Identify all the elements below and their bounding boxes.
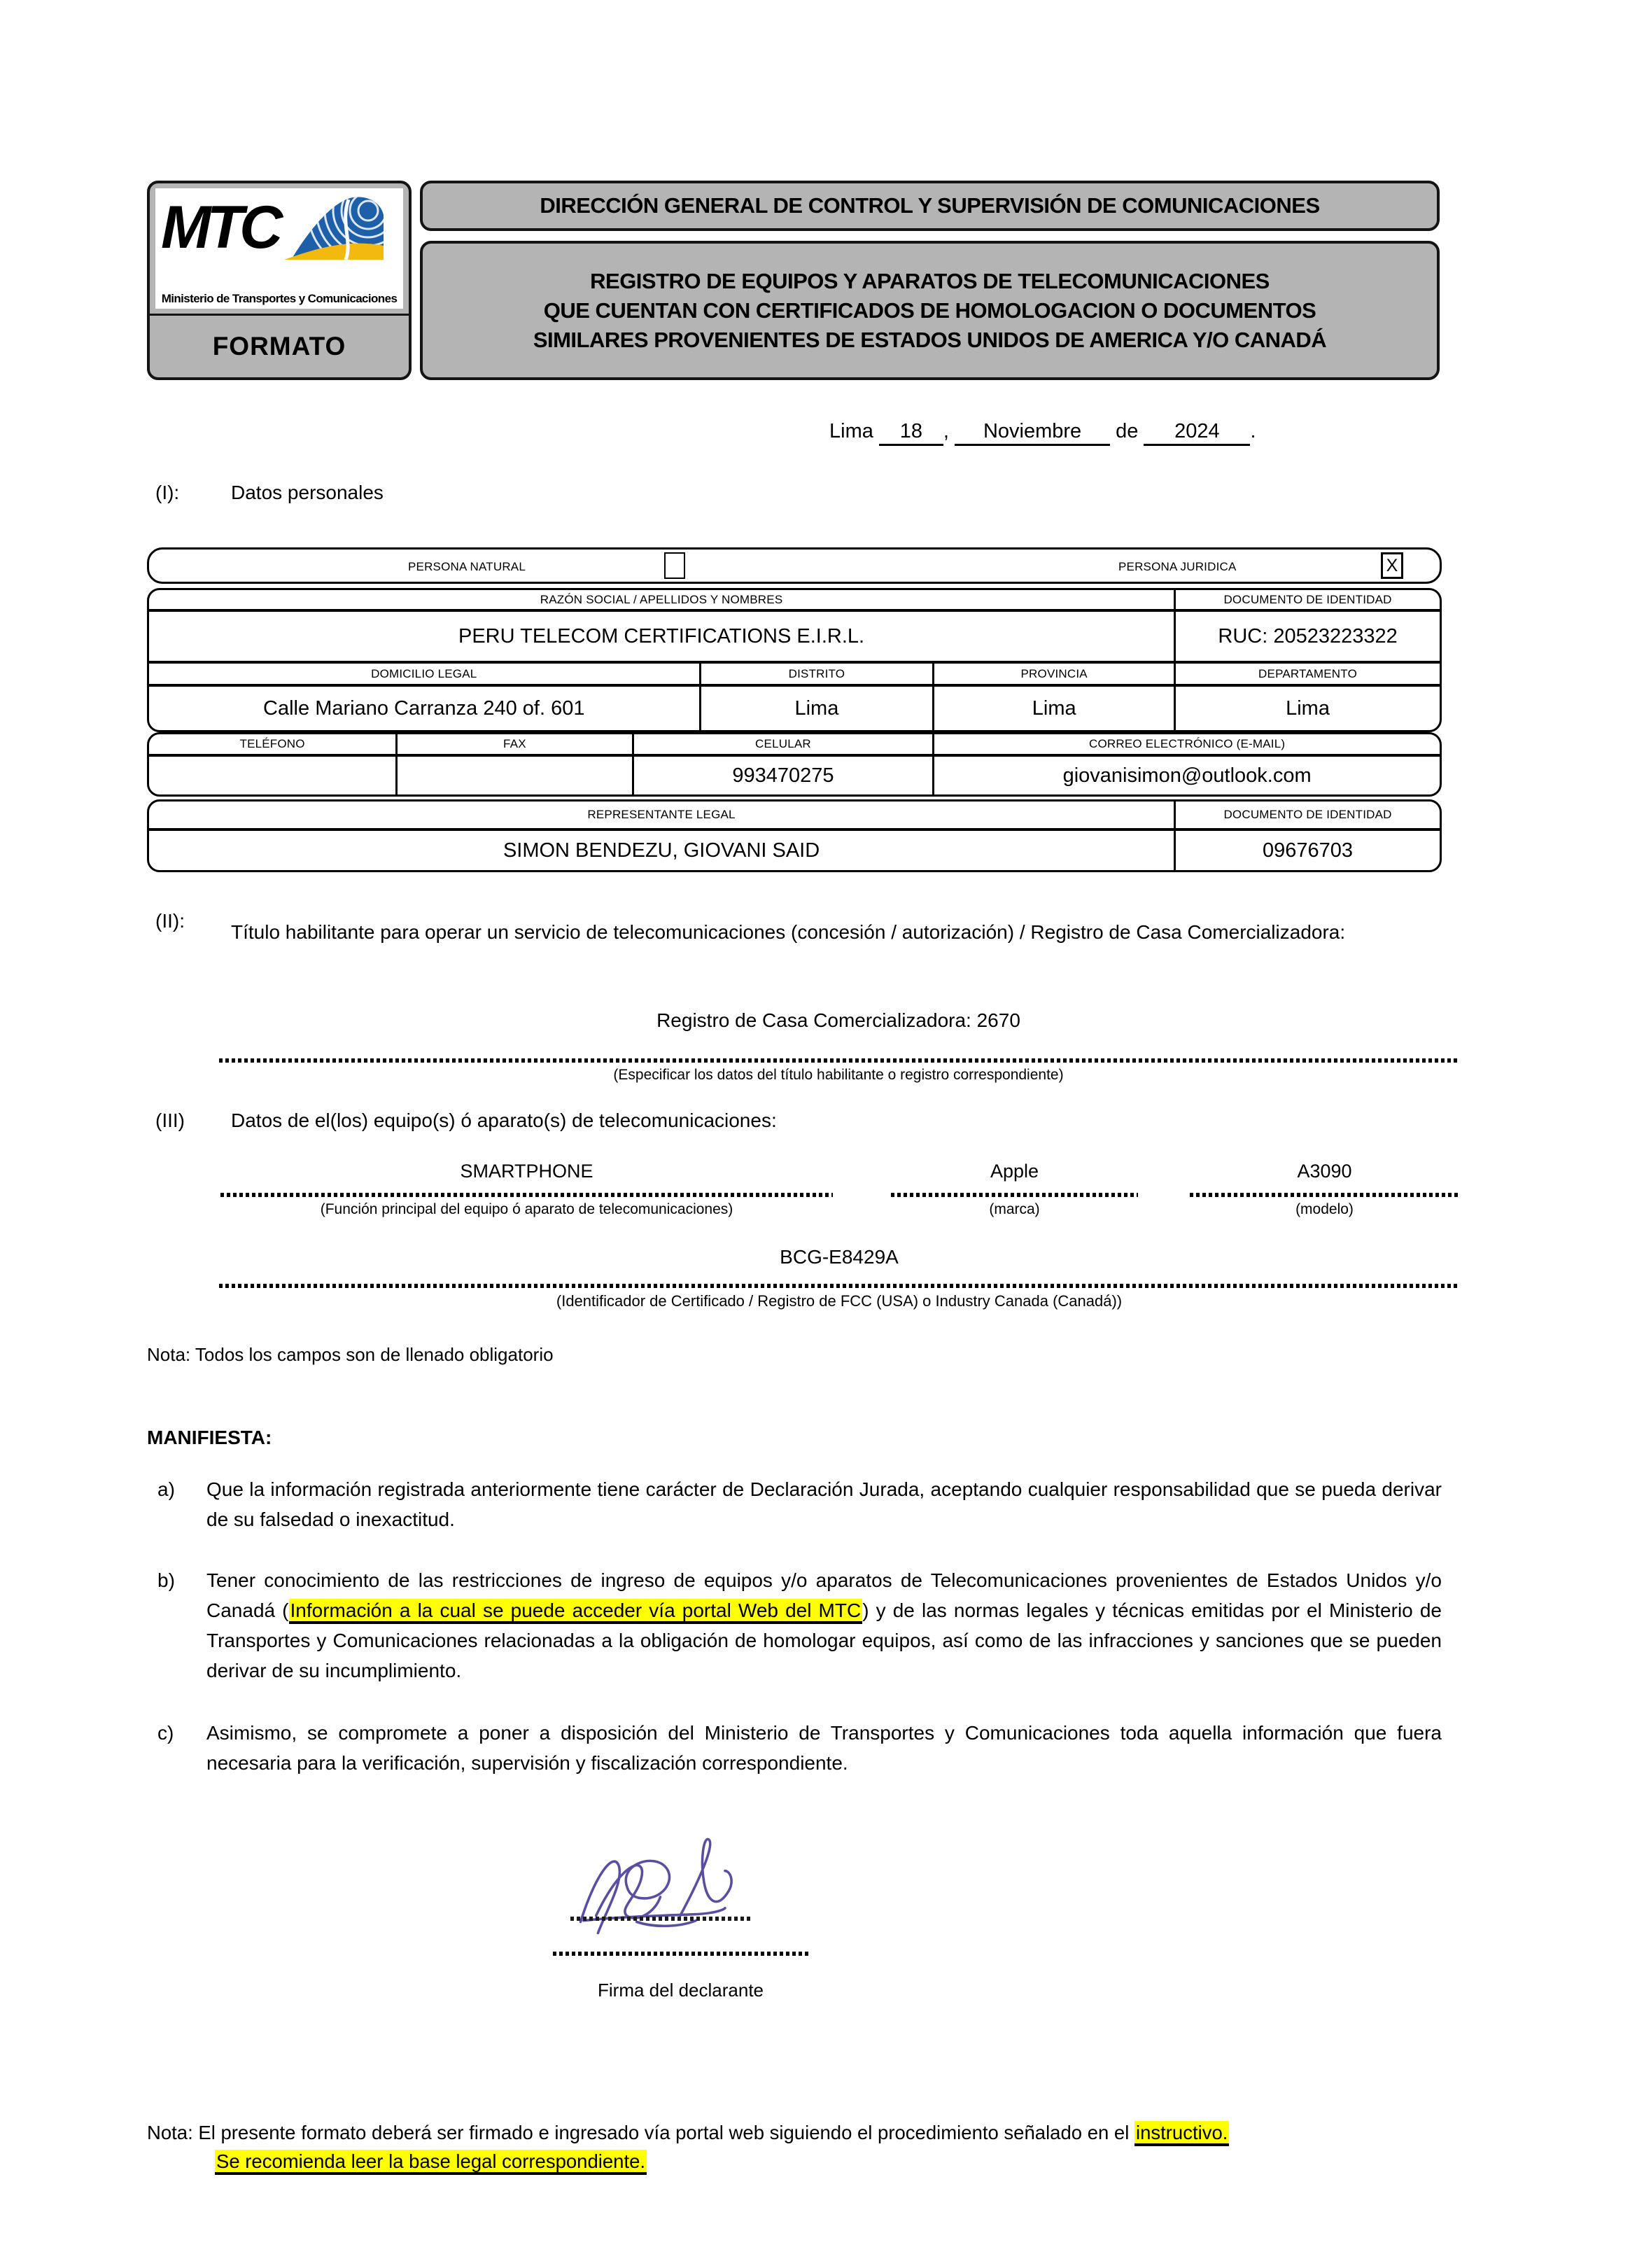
persona-juridica-label: PERSONA JURIDICA (1118, 560, 1237, 573)
equipo-funcion-value: SMARTPHONE (460, 1161, 593, 1182)
persona-type-row (147, 547, 1442, 584)
domicilio-value: Calle Mariano Carranza 240 of. 601 (263, 696, 585, 720)
footer-note (147, 2115, 1456, 2150)
manifiesta-title: MANIFIESTA: (147, 1427, 272, 1448)
razon-social-header: RAZÓN SOCIAL / APELLIDOS Y NOMBRES (540, 592, 783, 606)
provincia-header: PROVINCIA (932, 664, 1174, 684)
razon-social-value: PERU TELECOM CERTIFICATIONS E.I.R.L. (458, 624, 865, 648)
departamento-header: DEPARTAMENTO (1174, 664, 1440, 684)
logo-formato-box (147, 181, 412, 380)
section3-title: Datos de el(los) equipo(s) ó aparato(s) de telecomunicaciones: (231, 1110, 777, 1131)
equipo-marca-caption: (marca) (989, 1201, 1040, 1217)
header-title-direccion: DIRECCIÓN GENERAL DE CONTROL Y SUPERVISIÓN DE COMUNICACIONES (420, 181, 1440, 231)
representante-table (147, 799, 1442, 872)
persona-juridica-checkbox (1381, 552, 1403, 579)
footer-note-line2 (215, 2150, 647, 2173)
equipo-modelo-value: A3090 (1297, 1161, 1352, 1182)
equipo-modelo-rule (1190, 1193, 1459, 1197)
doc-identidad-value: RUC: 20523223322 (1174, 612, 1440, 661)
distrito-value: Lima (699, 687, 933, 730)
section1-label: (I): (155, 482, 180, 503)
signature-ink (558, 1828, 789, 1956)
persona-juridica-check-mark: X (1386, 555, 1398, 575)
certificado-caption: (Identificador de Certificado / Registro de FCC (USA) o Industry Canada (Canadá)) (556, 1292, 1123, 1310)
fax-header: FAX (395, 734, 631, 754)
signature-rule (553, 1952, 808, 1956)
mtc-logo-swoosh-icon (281, 192, 386, 279)
manifiesta-b-pre: Tener conocimiento de las restricciones de ingreso de equipos y/o aparatos de Telecomunicaciones provenientes de Estados Unidos y/o Canadá ( (206, 1569, 1442, 1621)
signature-caption: Firma del declarante (598, 1980, 764, 2001)
footer-base-legal-link: Se recomienda leer la base legal correspondiente. (215, 2150, 647, 2175)
signature-strike-rule (570, 1917, 752, 1921)
manifiesta-b-letter: b) (157, 1569, 175, 1591)
persona-natural-checkbox (664, 552, 685, 579)
certificado-rule (219, 1284, 1459, 1288)
mtc-logo-acronym: MTC (161, 194, 279, 261)
date-city: Lima (829, 420, 873, 442)
mtc-logo (155, 188, 403, 309)
persona-natural-label: PERSONA NATURAL (408, 560, 526, 573)
correo-value: giovanisimon@outlook.com (932, 757, 1440, 794)
manifiesta-c-letter: c) (157, 1722, 174, 1744)
date-day: 18 (879, 420, 943, 446)
telefono-value (149, 757, 395, 794)
equipo-funcion-caption: (Función principal del equipo ó aparato de telecomunicaciones) (320, 1201, 733, 1217)
section1-title: Datos personales (231, 482, 384, 503)
date-month: Noviembre (955, 420, 1110, 446)
departamento-value: Lima (1174, 687, 1440, 730)
footer-note-pre: Nota: El presente formato deberá ser firmado e ingresado vía portal web siguiendo el procedimiento señalado en el (147, 2122, 1134, 2143)
section2-text: Título habilitante para operar un servicio de telecomunicaciones (concesión / autorización) / Registro de Casa Comercializadora: (231, 921, 1346, 943)
rep-doc-value: 09676703 (1174, 831, 1440, 870)
celular-value: 993470275 (632, 757, 933, 794)
certificado-value: BCG-E8429A (780, 1246, 899, 1268)
manifiesta-b-text (206, 1565, 1442, 1686)
manifiesta-a-text: Que la información registrada anteriormente tiene carácter de Declaración Jurada, aceptando cualquier responsabilidad que se pueda derivar de su falsedad o inexactitud. (206, 1478, 1442, 1530)
nota-obligatorio: Nota: Todos los campos son de llenado obligatorio (147, 1344, 554, 1365)
header-title-registro-line2: QUE CUENTAN CON CERTIFICADOS DE HOMOLOGACION O DOCUMENTOS (543, 298, 1316, 323)
section2-label: (II): (155, 910, 185, 932)
celular-header: CELULAR (632, 734, 933, 754)
distrito-header: DISTRITO (699, 664, 933, 684)
date-comma: , (943, 420, 949, 442)
manifiesta-a-letter: a) (157, 1478, 175, 1500)
section2-caption: (Especificar los datos del título habilitante o registro correspondiente) (613, 1067, 1064, 1083)
footer-instructivo-link: instructivo. (1134, 2121, 1229, 2146)
fax-value (395, 757, 631, 794)
equipo-modelo-caption: (modelo) (1295, 1201, 1354, 1217)
manifiesta-b-highlight: Información a la cual se puede acceder vía portal Web del MTC (289, 1599, 863, 1624)
header-title-registro-line1: REGISTRO DE EQUIPOS Y APARATOS DE TELECOMUNICACIONES (590, 268, 1270, 293)
registro-casa-value: Registro de Casa Comercializadora: 2670 (656, 1009, 1020, 1031)
representante-value: SIMON BENDEZU, GIOVANI SAID (503, 839, 820, 862)
section2-rule (219, 1058, 1458, 1063)
equipo-marca-rule (891, 1193, 1138, 1197)
manifiesta-c-text: Asimismo, se compromete a poner a disposición del Ministerio de Transportes y Comunicaciones toda aquella información que fuera necesaria para la verificación, supervisión y fiscalización correspondiente. (206, 1722, 1442, 1774)
manifiesta-b-post: ) y de las normas legales y técnicas emitidas por el Ministerio de Transportes y Comunicaciones relacionadas a la obligación de homologar equipos, así como de las infracciones y sanciones que se pueden derivar de su incumplimiento. (206, 1600, 1442, 1681)
mtc-logo-ministry: Ministerio de Transportes y Comunicaciones (161, 292, 398, 305)
header-title-registro (420, 241, 1440, 380)
date-of: de (1116, 420, 1139, 442)
header-title-registro-line3: SIMILARES PROVENIENTES DE ESTADOS UNIDOS DE AMERICA Y/O CANADÁ (533, 327, 1327, 352)
identity-address-table (147, 588, 1442, 732)
doc-identidad-header: DOCUMENTO DE IDENTIDAD (1174, 590, 1440, 609)
date-period: . (1250, 420, 1256, 442)
domicilio-header: DOMICILIO LEGAL (371, 666, 477, 680)
contact-table (147, 732, 1442, 797)
date-year: 2024 (1144, 420, 1250, 446)
section3-label: (III) (155, 1110, 185, 1131)
equipo-marca-value: Apple (990, 1161, 1039, 1182)
equipo-funcion-rule (220, 1193, 833, 1197)
formato-label: FORMATO (150, 314, 409, 377)
rep-doc-header: DOCUMENTO DE IDENTIDAD (1174, 802, 1440, 828)
date-line (829, 420, 1256, 446)
telefono-header: TELÉFONO (239, 737, 305, 750)
representante-header: REPRESENTANTE LEGAL (587, 808, 736, 821)
provincia-value: Lima (932, 687, 1174, 730)
correo-header: CORREO ELECTRÓNICO (E-MAIL) (932, 734, 1440, 754)
